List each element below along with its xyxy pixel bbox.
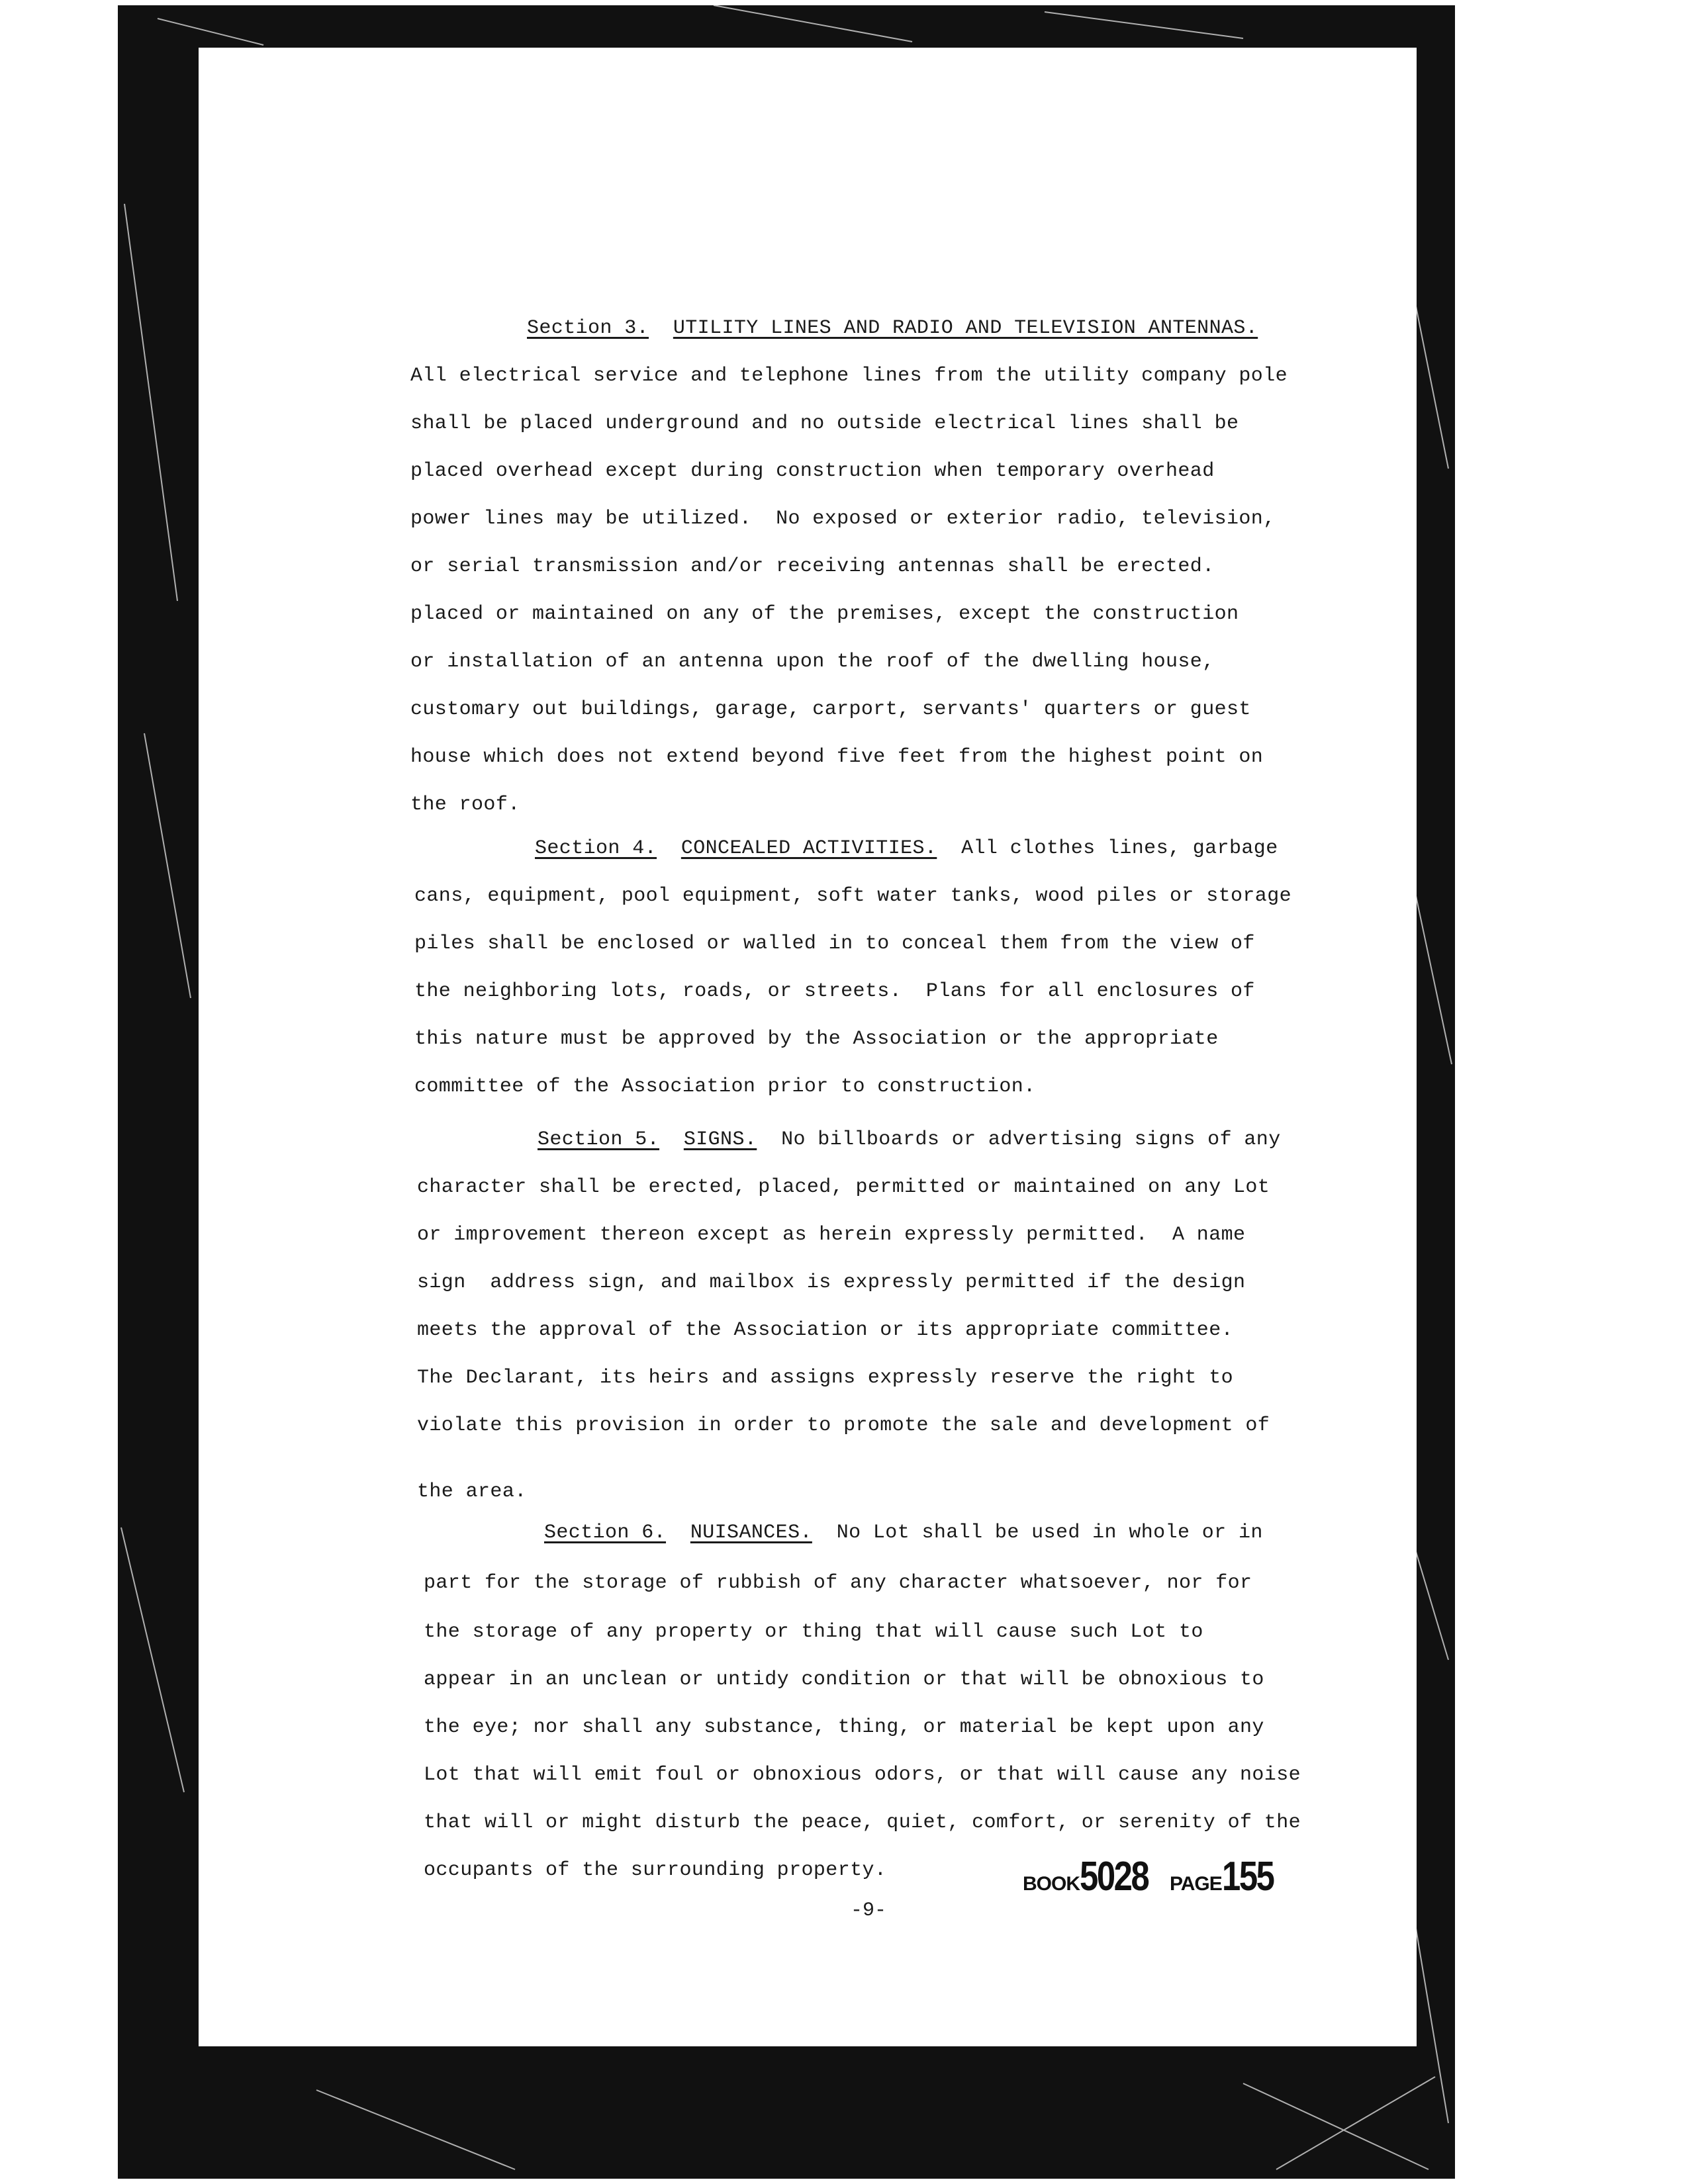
section-3-line: shall be placed underground and no outside electrical lines shall be	[410, 412, 1239, 435]
section-5-label: Section 5.	[538, 1128, 660, 1151]
book-page-stamp	[1023, 1853, 1284, 1900]
section-3-line: All electrical service and telephone lines from the utility company pole	[410, 365, 1288, 387]
section-6-line: the eye; nor shall any substance, thing, or material be kept upon any	[424, 1716, 1264, 1739]
section-3-line: placed or maintained on any of the premises, except the construction	[410, 603, 1239, 625]
section-4-first-line: All clothes lines, garbage	[961, 837, 1278, 860]
section-6-line: part for the storage of rubbish of any character whatsoever, nor for	[424, 1572, 1252, 1594]
section-5-line: meets the approval of the Association or its appropriate committee.	[417, 1319, 1233, 1342]
section-3-line: the roof.	[410, 794, 520, 816]
section-6-line: appear in an unclean or untidy condition or that will be obnoxious to	[424, 1668, 1264, 1691]
section-5-line: the area.	[417, 1480, 527, 1503]
section-4-line: cans, equipment, pool equipment, soft water tanks, wood piles or storage	[414, 885, 1292, 907]
section-3-heading-line	[527, 316, 1258, 340]
section-3-line: house which does not extend beyond five feet from the highest point on	[410, 746, 1264, 768]
section-6-title: NUISANCES.	[690, 1522, 812, 1544]
section-5-line: The Declarant, its heirs and assigns expressly reserve the right to	[417, 1367, 1233, 1389]
section-6-line: occupants of the surrounding property.	[424, 1859, 887, 1882]
section-3-label: Section 3.	[527, 317, 649, 340]
section-4-line: this nature must be approved by the Association or the appropriate	[414, 1028, 1219, 1050]
section-4-line: the neighboring lots, roads, or streets. Plans for all enclosures of	[414, 980, 1255, 1003]
section-3-title: UTILITY LINES AND RADIO AND TELEVISION ANTENNAS.	[673, 317, 1258, 340]
section-3-line: or installation of an antenna upon the roof of the dwelling house,	[410, 651, 1215, 673]
book-label: BOOK	[1023, 1873, 1080, 1895]
section-4-heading-line	[535, 837, 1278, 860]
section-4-label: Section 4.	[535, 837, 657, 860]
section-4-line: committee of the Association prior to construction.	[414, 1075, 1036, 1098]
section-5-line: violate this provision in order to promote the sale and development of	[417, 1414, 1270, 1437]
book-number: 5028	[1080, 1854, 1149, 1899]
book-page-number: 155	[1221, 1854, 1274, 1899]
section-6-line: that will or might disturb the peace, quiet, comfort, or serenity of the	[424, 1811, 1301, 1834]
section-4-line: piles shall be enclosed or walled in to conceal them from the view of	[414, 933, 1255, 955]
section-6-first-line: No Lot shall be used in whole or in	[836, 1522, 1263, 1544]
section-5-first-line: No billboards or advertising signs of any	[781, 1128, 1281, 1151]
page-number: -9-	[851, 1899, 887, 1922]
section-5-line: character shall be erected, placed, permitted or maintained on any Lot	[417, 1176, 1270, 1199]
page-label: PAGE	[1169, 1873, 1222, 1895]
section-3-line: placed overhead except during construction when temporary overhead	[410, 460, 1215, 482]
section-4-title: CONCEALED ACTIVITIES.	[680, 837, 937, 860]
section-5-title: SIGNS.	[683, 1128, 757, 1151]
section-5-line: sign address sign, and mailbox is expressly permitted if the design	[417, 1271, 1246, 1294]
section-5-heading-line	[538, 1128, 1281, 1152]
section-3-line: customary out buildings, garage, carport, servants' quarters or guest	[410, 698, 1251, 721]
section-5-line: or improvement thereon except as herein expressly permitted. A name	[417, 1224, 1246, 1246]
section-3-line: power lines may be utilized. No exposed or exterior radio, television,	[410, 508, 1276, 530]
section-6-line: the storage of any property or thing that will cause such Lot to	[424, 1621, 1203, 1643]
section-3-line: or serial transmission and/or receiving antennas shall be erected.	[410, 555, 1215, 578]
section-6-label: Section 6.	[544, 1522, 667, 1544]
section-6-line: Lot that will emit foul or obnoxious odors, or that will cause any noise	[424, 1764, 1301, 1786]
section-6-heading-line	[544, 1521, 1263, 1545]
